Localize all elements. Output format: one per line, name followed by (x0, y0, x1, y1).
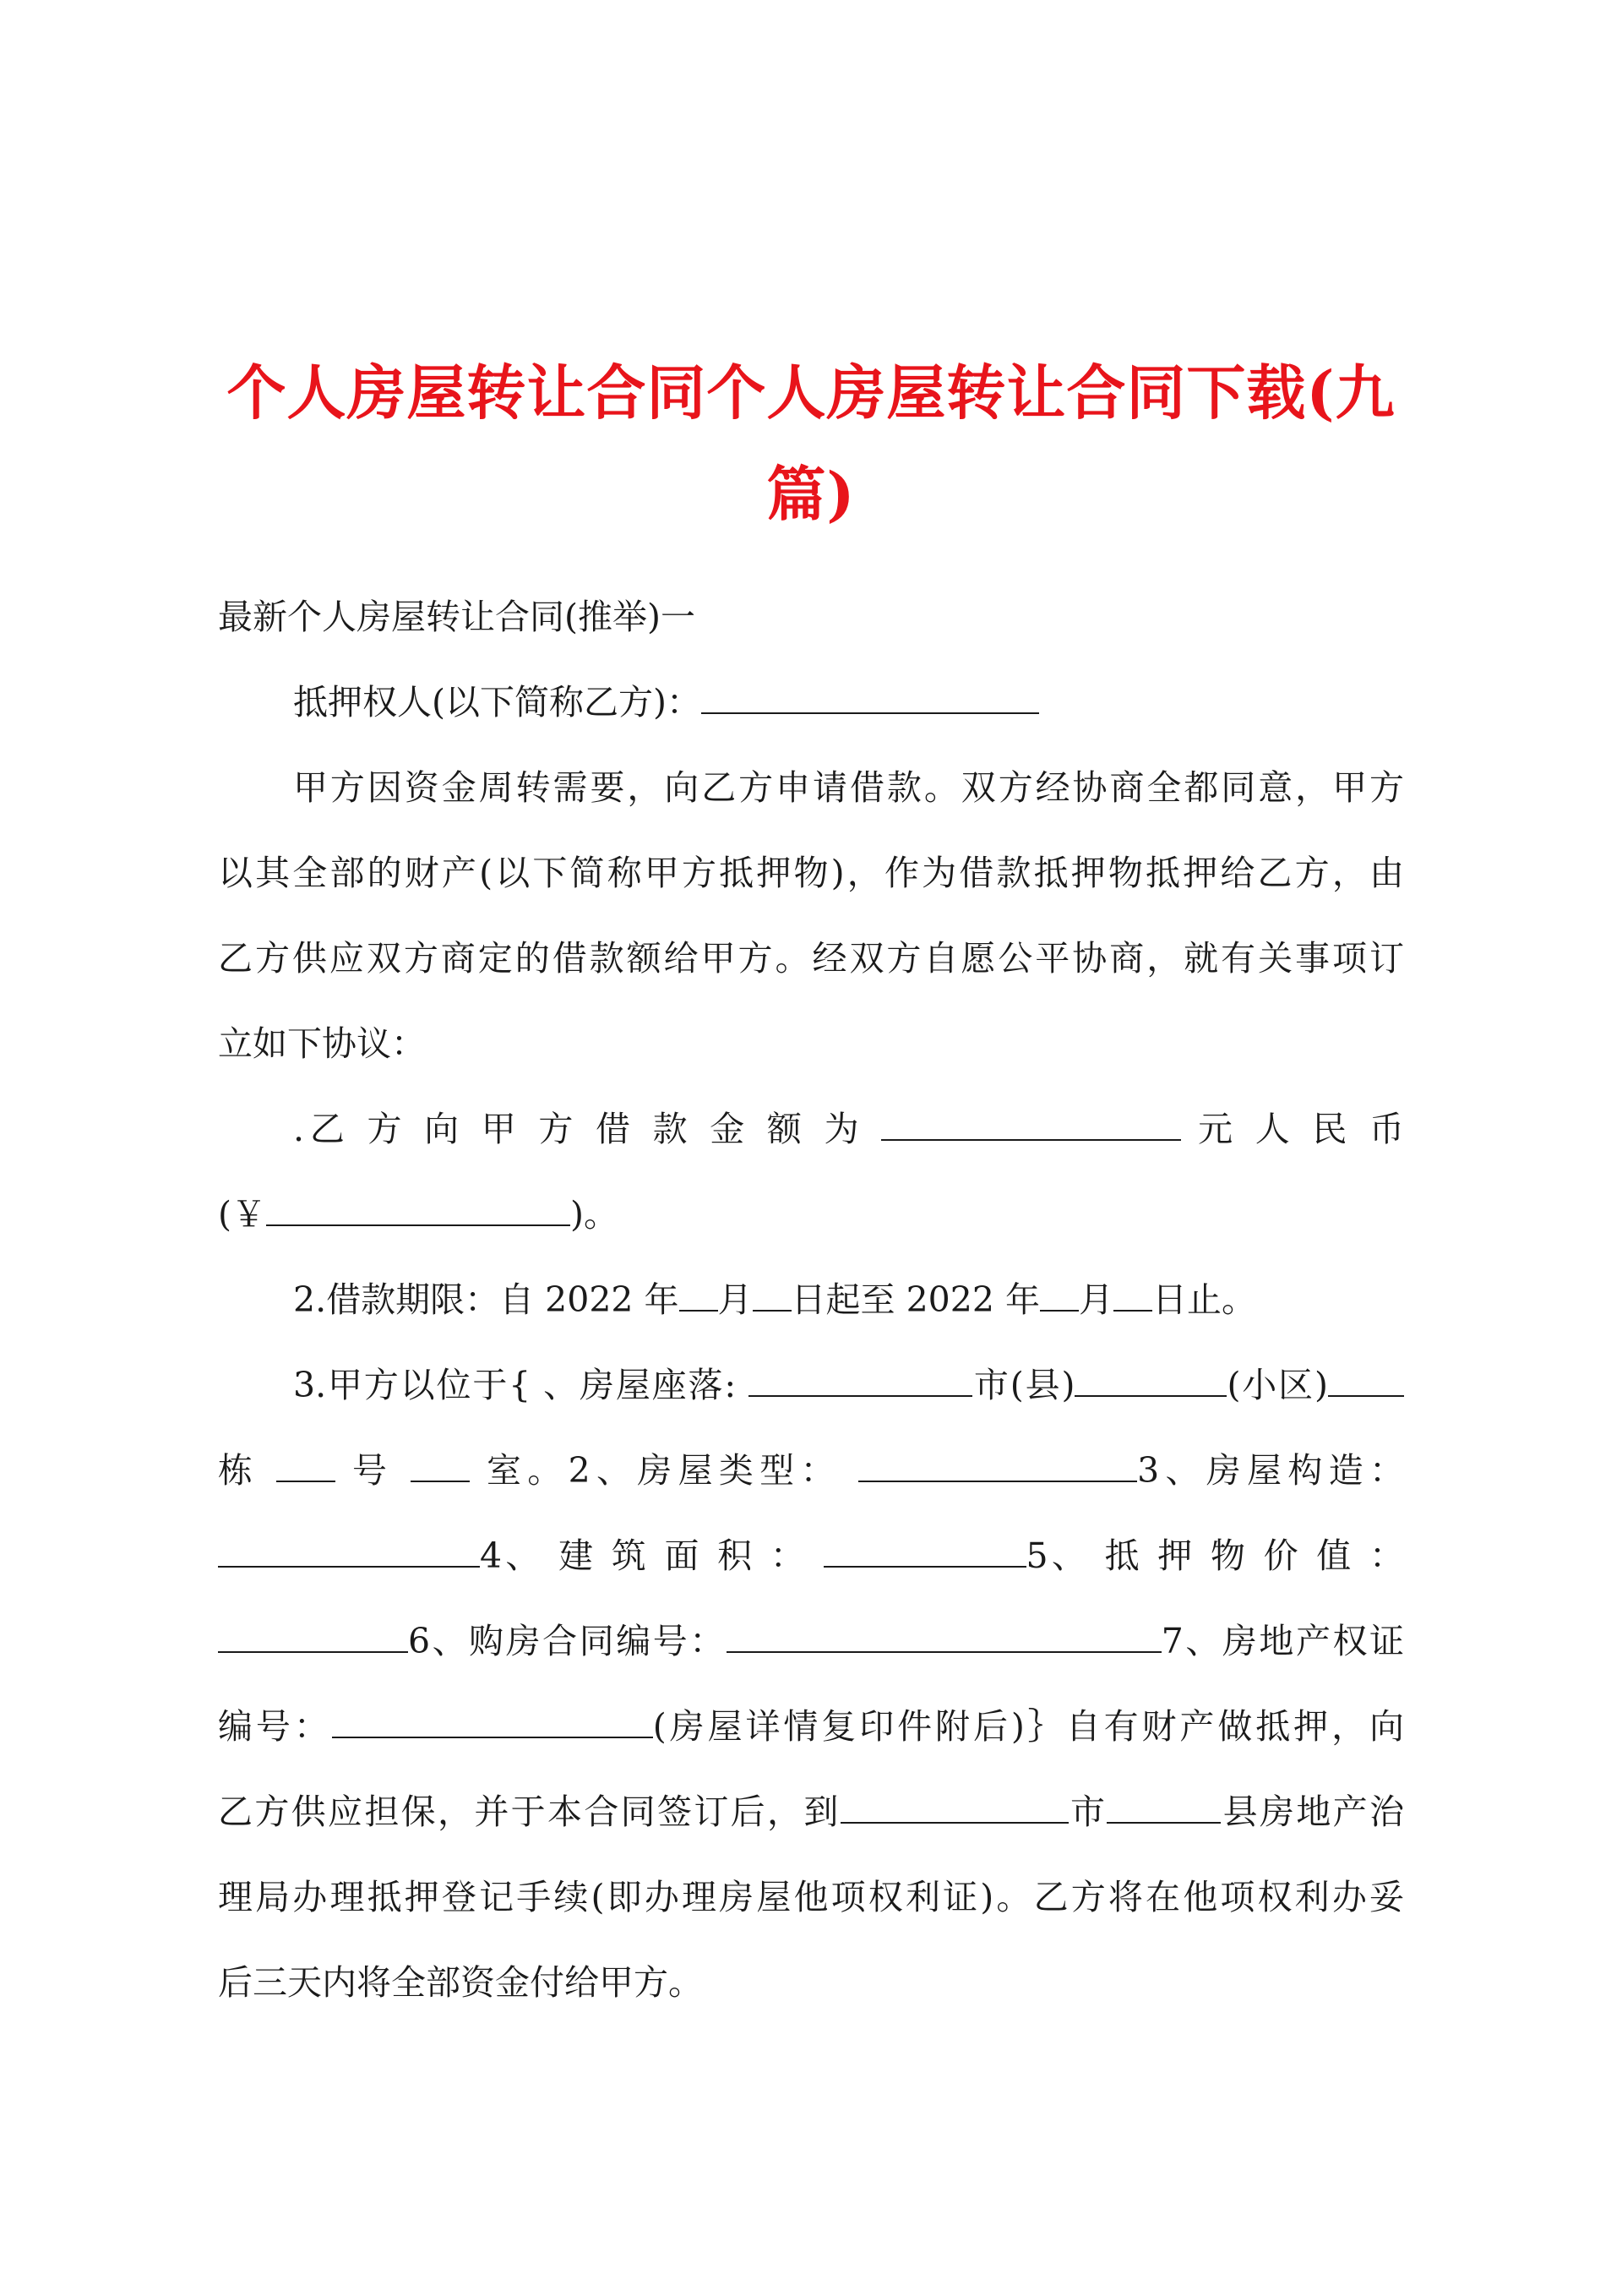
document-title (218, 342, 1404, 545)
clause-2-month-1: 月 (717, 1279, 753, 1320)
yen-close: )。 (570, 1194, 618, 1235)
section-heading: 最新个人房屋转让合同(推举)一 (218, 597, 695, 637)
cert-no-blank (332, 1706, 653, 1738)
clause-3-contract-no: 6、购房合同编号： (408, 1621, 727, 1661)
intro-paragraph (218, 745, 1404, 1087)
loan-amount-blank (881, 1109, 1181, 1141)
clause-3-cert-no: 编号： (218, 1706, 332, 1747)
clause-3-value: 5、 抵 押 物 价 值 ： (1026, 1535, 1404, 1576)
document-body (218, 575, 1404, 2026)
intro-line-3: 乙方供应双方商定的借款额给甲方。经双方自愿公平协商，就有关事项订 (218, 938, 1404, 979)
clause-3-bureau: 县房地产治 (1221, 1792, 1404, 1832)
register-county-blank (1107, 1792, 1221, 1824)
mortgagee-line (218, 660, 1404, 745)
clause-3-structure: 3、房屋构造： (1137, 1450, 1404, 1491)
clause-3-line-7: 理局办理抵押登记手续(即办理房屋他项权利证)。乙方将在他项权利办妥 (218, 1877, 1404, 1917)
clause-3-community: (小区) (1227, 1365, 1328, 1405)
clause-3-number: 号 (352, 1450, 394, 1491)
clause-2-month-2: 月 (1078, 1279, 1113, 1320)
clause-3-line-6 (218, 1770, 1404, 1855)
yen-open: (￥ (218, 1194, 266, 1235)
end-day-blank (1113, 1279, 1152, 1312)
clause-1-line-1 (218, 1087, 1404, 1172)
mortgagee-name-blank (701, 682, 1039, 714)
clause-2-until: 日起至 2022 年 (791, 1279, 1040, 1320)
register-city-blank (841, 1792, 1069, 1824)
clause-3-guarantee: 乙方供应担保，并于本合同签订后，到 (218, 1792, 841, 1832)
location-blank (748, 1365, 972, 1397)
clause-1-prefix: .乙 方 向 甲 方 借 款 金 额 为 (293, 1109, 865, 1149)
value-blank (218, 1621, 408, 1653)
intro-line-4: 立如下协议： (218, 1023, 426, 1064)
clause-1-line-2 (218, 1172, 1404, 1257)
clause-3-line-1 (218, 1343, 1404, 1428)
clause-3-building: 栋 (218, 1450, 259, 1491)
city-blank (1075, 1365, 1227, 1397)
clause-3-line-2 (218, 1428, 1404, 1513)
clause-3-area: 4、 建 筑 面 积 ： (480, 1535, 809, 1576)
community-blank (1328, 1365, 1404, 1397)
start-day-blank (753, 1279, 792, 1312)
structure-blank (218, 1535, 480, 1568)
clause-3-attachment: (房屋详情复印件附后)｝自有财产做抵押，向 (652, 1706, 1404, 1747)
clause-3-certificate: 7、房地产权证 (1161, 1621, 1404, 1661)
clause-3-location: 3.甲方以位于{ 、房屋座落: (293, 1365, 737, 1405)
contract-no-blank (727, 1621, 1162, 1653)
clause-3-line-3 (218, 1513, 1404, 1599)
clause-1 (218, 1087, 1404, 1257)
yen-amount-blank (266, 1194, 570, 1226)
end-month-blank (1040, 1279, 1079, 1312)
title-line-2: 篇) (766, 459, 856, 529)
clause-2-start: 2.借款期限：自 2022 年 (293, 1279, 679, 1320)
area-blank (824, 1535, 1026, 1568)
clause-2 (218, 1257, 1404, 1343)
intro-line-1: 甲方因资金周转需要，向乙方申请借款。双方经协商全都同意，甲方 (293, 767, 1404, 808)
clause-1-unit: 元 人 民 币 (1198, 1109, 1404, 1149)
mortgagee-label: 抵押权人(以下简称乙方)： (293, 682, 701, 723)
clause-3-line-5 (218, 1684, 1404, 1770)
clause-3 (218, 1343, 1404, 2026)
clause-3-room-type: 室。2、房屋类型： (487, 1450, 841, 1491)
house-type-blank (858, 1450, 1137, 1482)
start-month-blank (679, 1279, 718, 1312)
clause-3-line-8: 后三天内将全部资金付给甲方。 (218, 1962, 703, 2003)
intro-line-2: 以其全部的财产(以下简称甲方抵押物)，作为借款抵押物抵押给乙方，由 (218, 853, 1404, 893)
clause-3-line-4 (218, 1599, 1404, 1684)
building-blank (276, 1450, 335, 1482)
clause-3-city: 市(县) (972, 1365, 1075, 1405)
number-blank (411, 1450, 470, 1482)
title-line-1: 个人房屋转让合同个人房屋转让合同下载(九 (226, 357, 1396, 428)
clause-3-register-city: 市 (1068, 1792, 1108, 1832)
clause-2-end: 日止。 (1151, 1279, 1256, 1320)
